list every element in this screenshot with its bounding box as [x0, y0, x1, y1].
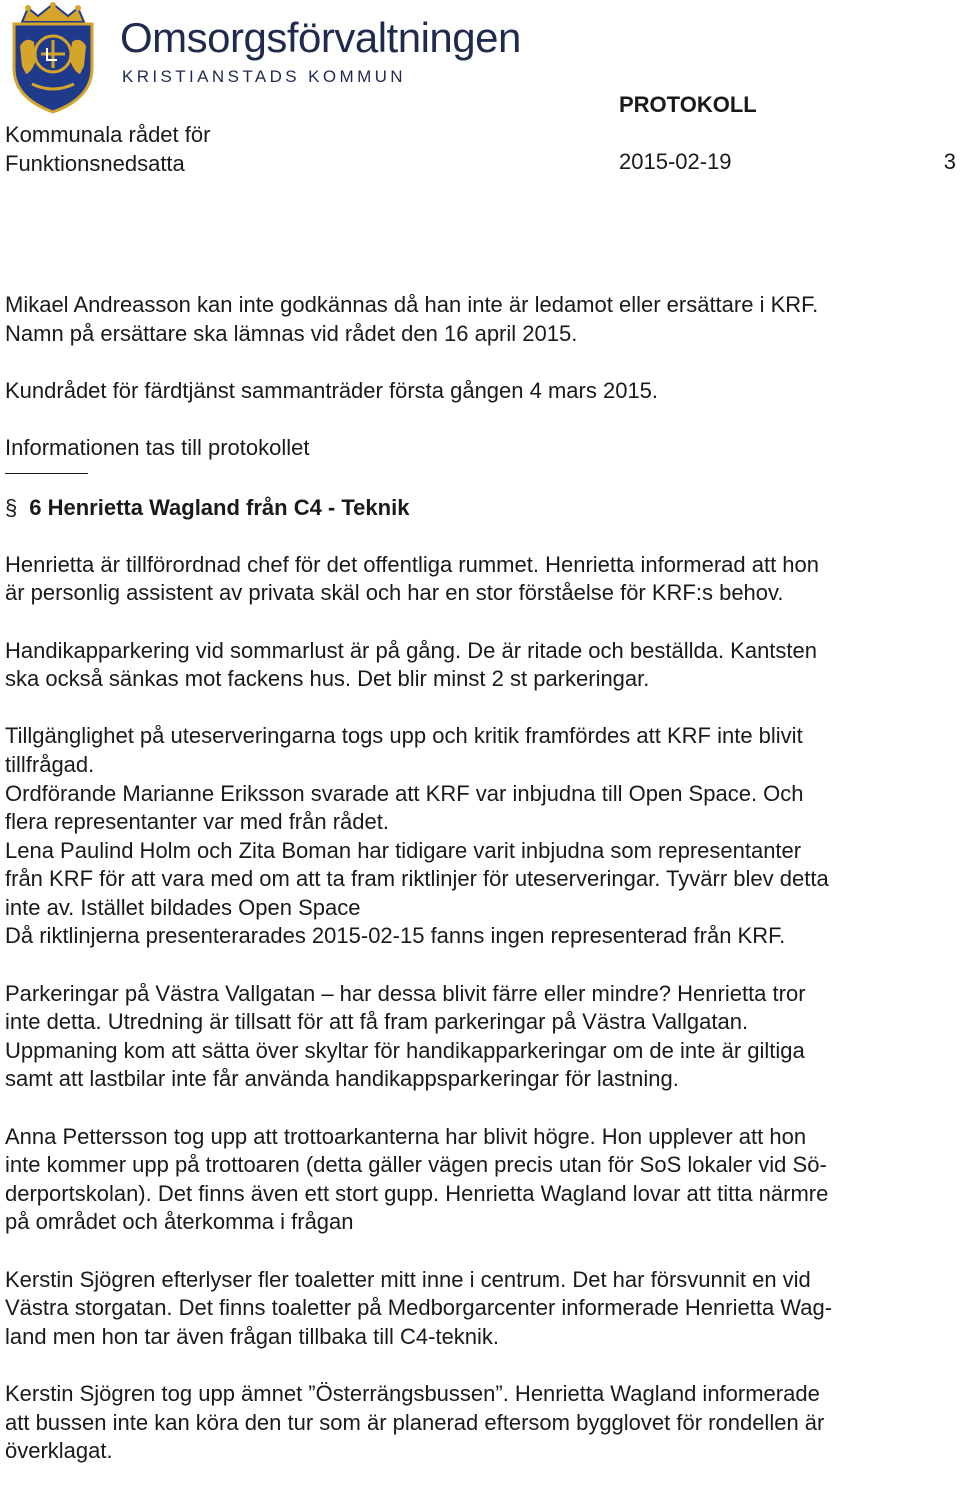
text-line: inte av. Istället bildades Open Space	[5, 894, 361, 920]
text-line: Kerstin Sjögren efterlyser fler toaletter mitt inne i centrum. Det har försvunnit en vid	[5, 1266, 811, 1292]
section-title: 6 Henrietta Wagland från C4 - Teknik	[29, 494, 410, 520]
section-heading	[5, 494, 950, 523]
document-date: 2015-02-19	[619, 149, 732, 174]
text-line: Anna Pettersson tog upp att trottoarkanterna har blivit högre. Hon upplever att hon	[5, 1123, 807, 1149]
text-line: Uppmaning kom att sätta över skyltar för handikapparkeringar om de inte är giltiga	[5, 1037, 805, 1063]
paragraph	[5, 1266, 950, 1352]
text-line: tillfrågad.	[5, 751, 95, 777]
text-line: Kerstin Sjögren tog upp ämnet ”Österrängsbussen”. Henrietta Wagland informerade	[5, 1380, 820, 1406]
paragraph	[5, 291, 950, 348]
section-symbol: §	[5, 494, 18, 520]
text-line: Informationen tas till protokollet	[5, 434, 310, 460]
paragraph	[5, 551, 950, 608]
text-line: inte detta. Utredning är tillsatt för att få fram parkeringar på Västra Vallgatan.	[5, 1009, 749, 1035]
paragraph	[5, 1123, 950, 1237]
paragraph	[5, 980, 950, 1094]
section-divider	[5, 473, 88, 474]
text-line: derportskolan). Det finns även ett stort gupp. Henrietta Wagland lovar att titta närmre	[5, 1180, 829, 1206]
text-line: inte kommer upp på trottoaren (detta gäller vägen precis utan för SoS lokaler vid Sö-	[5, 1152, 827, 1178]
org-name: Omsorgsförvaltningen	[120, 14, 521, 61]
document-type: PROTOKOLL	[619, 92, 757, 117]
page-number: 3	[943, 149, 956, 174]
text-line: Lena Paulind Holm och Zita Boman har tidigare varit inbjudna som representanter	[5, 837, 802, 863]
paragraph	[5, 377, 950, 406]
text-line: samt att lastbilar inte får använda handikappsparkeringar för lastning.	[5, 1066, 679, 1092]
committee-name	[5, 120, 210, 178]
text-line: Parkeringar på Västra Vallgatan – har dessa blivit färre eller mindre? Henrietta tror	[5, 980, 806, 1006]
text-line: ska också sänkas mot fackens hus. Det blir minst 2 st parkeringar.	[5, 666, 650, 692]
committee-line-2: Funktionsnedsatta	[5, 151, 185, 176]
paragraph	[5, 637, 950, 694]
org-subtitle: KRISTIANSTADS KOMMUN	[122, 67, 406, 86]
text-line: Mikael Andreasson kan inte godkännas då han inte är ledamot eller ersättare i KRF.	[5, 292, 819, 317]
text-line: Namn på ersättare ska lämnas vid rådet den 16 april 2015.	[5, 320, 578, 346]
text-line: Tillgänglighet på uteserveringarna togs upp och kritik framfördes att KRF inte blivit	[5, 723, 803, 749]
text-line: att bussen inte kan köra den tur som är planerad eftersom bygglovet för rondellen är	[5, 1409, 825, 1435]
text-line: Kundrådet för färdtjänst sammanträder första gången 4 mars 2015.	[5, 377, 659, 403]
text-line: Västra storgatan. Det finns toaletter på Medborgarcenter informerade Henrietta Wag-	[5, 1295, 833, 1321]
paragraph	[5, 722, 950, 951]
text-line: land men hon tar även frågan tillbaka till C4-teknik.	[5, 1323, 500, 1349]
coat-of-arms-icon	[4, 2, 102, 114]
text-line: på området och återkomma i frågan	[5, 1209, 354, 1235]
text-line: är personlig assistent av privata skäl och har en stor förståelse för KRF:s behov.	[5, 580, 784, 606]
text-line: Ordförande Marianne Eriksson svarade att KRF var inbjudna till Open Space. Och	[5, 780, 804, 806]
text-line: Då riktlinjerna presenterarades 2015-02-15 fanns ingen representerad från KRF.	[5, 923, 786, 949]
paragraph	[5, 434, 950, 463]
text-line: flera representanter var med från rådet.	[5, 809, 389, 835]
paragraph	[5, 1380, 950, 1466]
text-line: från KRF för att vara med om att ta fram riktlinjer för uteserveringar. Tyvärr blev detta	[5, 866, 829, 892]
text-line: Henrietta är tillförordnad chef för det offentliga rummet. Henrietta informerad att hon	[5, 551, 820, 577]
text-line: Handikapparkering vid sommarlust är på gång. De är ritade och beställda. Kantsten	[5, 637, 818, 663]
text-line: överklagat.	[5, 1438, 113, 1464]
protocol-body	[5, 291, 950, 1466]
committee-line-1: Kommunala rådet för	[5, 122, 211, 147]
